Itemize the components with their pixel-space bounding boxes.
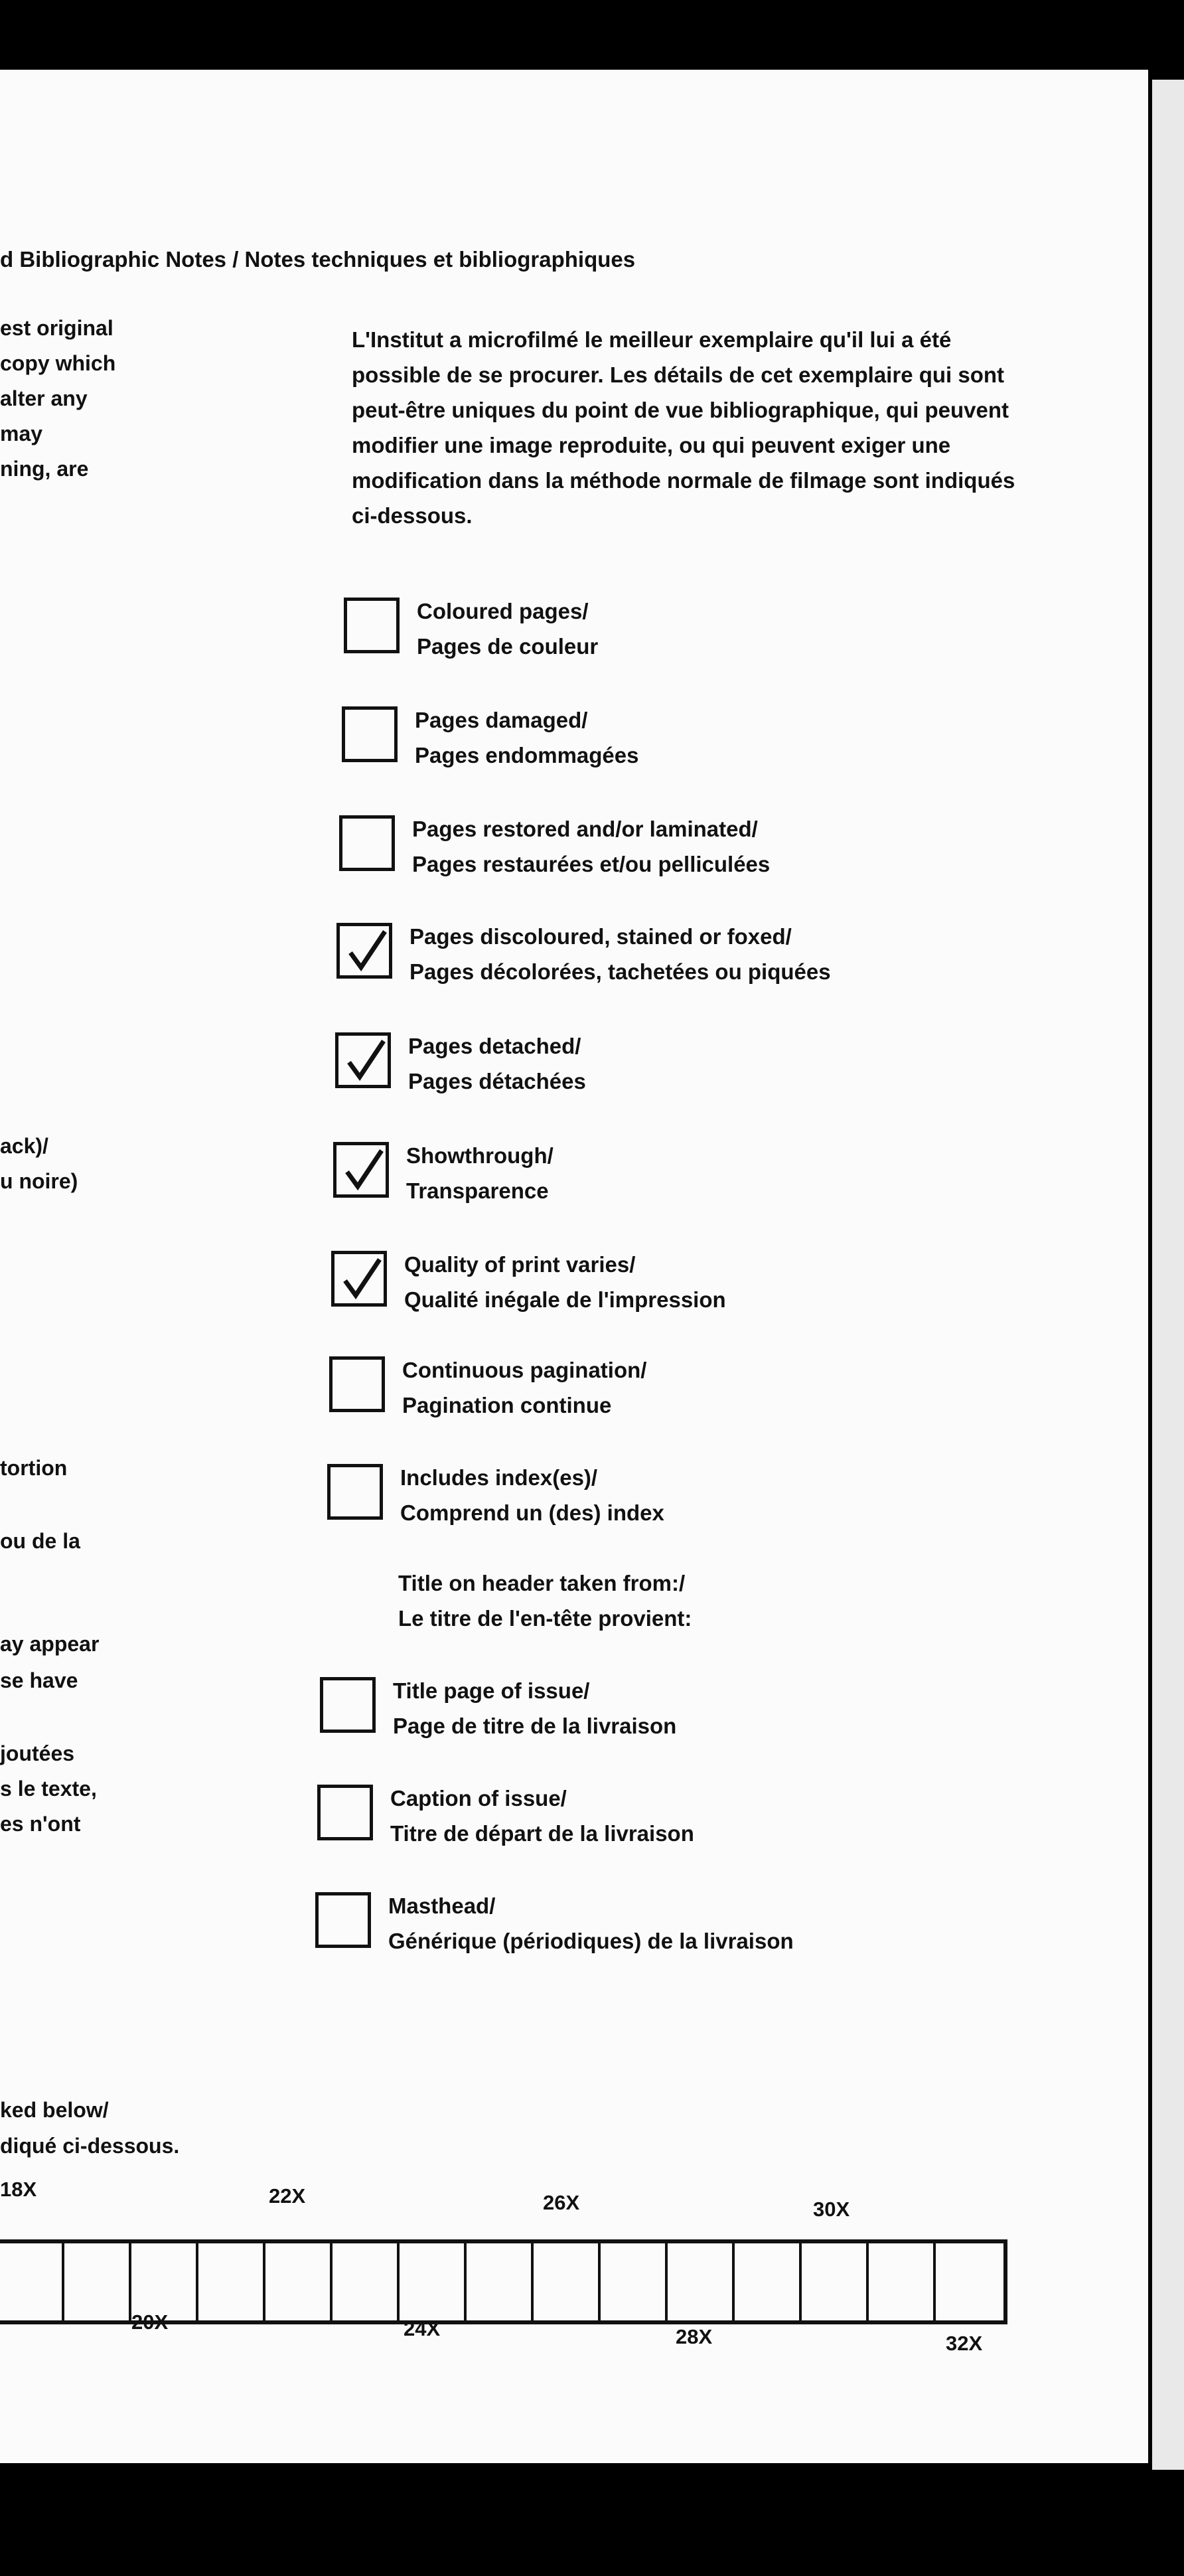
grid-cell xyxy=(330,2243,397,2320)
left-fragment: est original xyxy=(0,316,113,340)
grid-cell xyxy=(933,2243,1003,2320)
checkbox[interactable] xyxy=(333,1142,389,1198)
item-label-en: Pages detached/ xyxy=(408,1034,581,1058)
checkmark-icon xyxy=(344,929,390,975)
grid-cell xyxy=(62,2243,129,2320)
checkbox[interactable] xyxy=(320,1677,376,1733)
intro-paragraph: L'Institut a microfilmé le meilleur exemplaire qu'il lui a été possible de se procurer. Les détails de cet exemplaire qui sont peut-être uniques du point de vue bibliographique, qui peuvent modifier une image reproduite, ou qui peuvent exiger une modification dans la méthode normale de filmage sont indiqués ci-dessous. xyxy=(352,327,1015,528)
left-fragment: es n'ont xyxy=(0,1812,81,1836)
checkbox[interactable] xyxy=(317,1785,373,1840)
grid-cell xyxy=(464,2243,531,2320)
scale-label: 20X xyxy=(131,2310,169,2334)
scale-label: 32X xyxy=(946,2332,983,2355)
item-label-fr: Transparence xyxy=(406,1178,549,1203)
grid-cell xyxy=(598,2243,665,2320)
left-fragment: s le texte, xyxy=(0,1777,97,1801)
item-label-fr: Pages restaurées et/ou pelliculées xyxy=(412,852,771,876)
item-label-fr: Pages endommagées xyxy=(415,743,639,767)
grid-cell xyxy=(397,2243,464,2320)
item-label-en: Coloured pages/ xyxy=(417,599,589,623)
left-fragment: ack)/ xyxy=(0,1134,48,1158)
left-fragment: joutées xyxy=(0,1741,75,1765)
bottom-note-fr: diqué ci-dessous. xyxy=(0,2134,180,2158)
checkmark-icon xyxy=(340,1148,387,1194)
checkbox[interactable] xyxy=(335,1032,391,1088)
left-fragment: copy which xyxy=(0,351,116,375)
item-label-en: Showthrough/ xyxy=(406,1143,554,1168)
header-note xyxy=(398,1566,692,1636)
scale-label: 28X xyxy=(676,2325,713,2348)
item-label-fr: Page de titre de la livraison xyxy=(393,1714,677,1738)
checkbox[interactable] xyxy=(331,1251,387,1307)
checkbox[interactable] xyxy=(327,1464,383,1520)
item-label-fr: Pages détachées xyxy=(408,1069,586,1093)
item-label-en: Continuous pagination/ xyxy=(402,1358,647,1382)
left-fragment: ay appear xyxy=(0,1632,100,1656)
item-label-en: Pages damaged/ xyxy=(415,708,588,732)
checkbox[interactable] xyxy=(336,923,392,979)
header-note-en: Title on header taken from:/ xyxy=(398,1571,686,1595)
checkbox[interactable] xyxy=(315,1892,371,1948)
item-label-fr: Pages décolorées, tachetées ou piquées xyxy=(409,959,831,984)
left-fragment: tortion xyxy=(0,1456,68,1480)
scale-label: 30X xyxy=(813,2198,850,2221)
left-fragment: alter any xyxy=(0,386,88,410)
left-fragment: ou de la xyxy=(0,1529,80,1553)
checkbox[interactable] xyxy=(339,815,395,871)
checkbox[interactable] xyxy=(344,598,400,653)
grid-cell xyxy=(263,2243,330,2320)
header-note-fr: Le titre de l'en-tête provient: xyxy=(398,1606,692,1631)
item-label-fr: Titre de départ de la livraison xyxy=(390,1821,694,1846)
item-label-fr: Pages de couleur xyxy=(417,634,599,659)
checkbox[interactable] xyxy=(342,706,398,762)
item-label-fr: Qualité inégale de l'impression xyxy=(404,1287,726,1312)
grid-cell xyxy=(665,2243,732,2320)
item-label-fr: Pagination continue xyxy=(402,1393,612,1417)
grid-cell xyxy=(866,2243,933,2320)
page-edge xyxy=(1152,80,1184,2470)
left-fragment: se have xyxy=(0,1668,78,1692)
item-label-en: Title page of issue/ xyxy=(393,1678,590,1703)
scale-label: 22X xyxy=(269,2184,306,2208)
item-label-en: Pages discoloured, stained or foxed/ xyxy=(409,924,792,949)
grid-cell xyxy=(0,2243,62,2320)
left-fragment: ning, are xyxy=(0,457,89,481)
grid-cell xyxy=(732,2243,799,2320)
item-label-en: Caption of issue/ xyxy=(390,1786,567,1811)
grid-cell xyxy=(129,2243,196,2320)
checkmark-icon xyxy=(338,1257,385,1303)
checkmark-icon xyxy=(342,1038,389,1085)
grid-cell xyxy=(196,2243,263,2320)
item-label-en: Includes index(es)/ xyxy=(400,1465,598,1490)
item-label-en: Pages restored and/or laminated/ xyxy=(412,817,758,841)
grid-cell xyxy=(531,2243,598,2320)
page-title: d Bibliographic Notes / Notes techniques et bibliographiques xyxy=(0,247,636,272)
scale-label: 26X xyxy=(543,2191,580,2214)
item-label-en: Masthead/ xyxy=(388,1893,496,1918)
bottom-note-en: ked below/ xyxy=(0,2098,109,2122)
left-fragment: u noire) xyxy=(0,1169,78,1193)
item-label-fr: Comprend un (des) index xyxy=(400,1500,664,1525)
left-fragment: may xyxy=(0,422,43,445)
grid-cell xyxy=(799,2243,866,2320)
scale-label: 18X xyxy=(0,2178,37,2201)
scale-label: 24X xyxy=(404,2317,441,2340)
checkbox[interactable] xyxy=(329,1356,385,1412)
item-label-en: Quality of print varies/ xyxy=(404,1252,636,1277)
item-label-fr: Générique (périodiques) de la livraison xyxy=(388,1929,794,1953)
